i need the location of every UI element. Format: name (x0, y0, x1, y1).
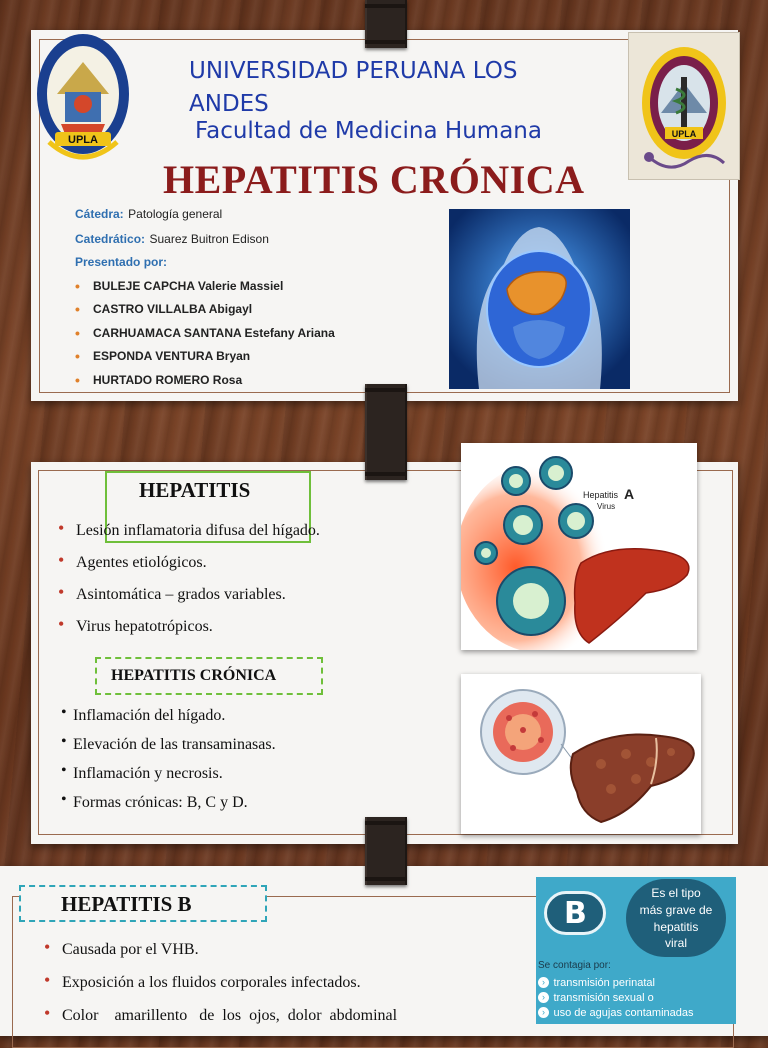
binder-clip-lower (365, 817, 407, 885)
author-item: • ESPONDA VENTURA Bryan (75, 349, 335, 372)
route-row (538, 1004, 694, 1018)
contagia-label: Se contagia por: (538, 960, 611, 971)
university-name-line2: ANDES (189, 91, 269, 117)
cronica-heading: HEPATITIS CRÓNICA (111, 667, 277, 684)
bubble-line4: viral (664, 936, 687, 950)
hepatitis-bullet: • Lesión inflamatoria difusa del hígado. (58, 522, 320, 554)
info-bubble (626, 879, 726, 957)
hepatitis-a-virus-image (461, 443, 697, 650)
binder-clip-middle (365, 384, 407, 480)
arrow-icon: › (538, 992, 549, 1003)
bubble-line3: hepatitis (653, 920, 699, 934)
hepatitis-bullet: • Agentes etiológicos. (58, 554, 320, 586)
catedratico-row (75, 230, 269, 248)
upla-banner: UPLA (68, 134, 98, 146)
page-title: HEPATITIS CRÓNICA (163, 157, 585, 202)
letter-b: B (564, 896, 587, 931)
hepatitis-bullets (58, 522, 320, 650)
upla-logo (35, 32, 131, 172)
hepatitis-bullet: • Virus hepatotrópicos. (58, 618, 320, 650)
title-card (31, 30, 738, 401)
cronica-bullet: • Inflamación del hígado. (61, 707, 276, 736)
bubble-line1: Es el tipo (651, 886, 701, 900)
chronic-liver-image (461, 674, 701, 834)
presentado-label: Presentado por: (75, 255, 168, 269)
route-row (538, 974, 655, 988)
catedra-value: Patología general (128, 207, 223, 221)
arrow-icon: › (538, 977, 549, 988)
hepatitis-b-bullet: • Exposición a los fluidos corporales infectados. (44, 974, 484, 1007)
faculty-name: Facultad de Medicina Humana (195, 118, 542, 144)
route-row (538, 989, 654, 1003)
route-text: transmisión sexual o (553, 991, 654, 1004)
catedra-row (75, 205, 222, 223)
hepatitis-b-heading-box (19, 885, 267, 922)
author-item: • CARHUAMACA SANTANA Estefany Ariana (75, 326, 335, 349)
author-item: • CASTRO VILLALBA Abigayl (75, 302, 335, 325)
faculty-logo (628, 32, 740, 180)
faculty-banner: UPLA (671, 129, 697, 139)
arrow-icon: › (538, 1007, 549, 1018)
authors-list (75, 279, 335, 396)
hepatitis-b-bullets (44, 941, 484, 1040)
hepatitis-b-heading: HEPATITIS B (61, 892, 192, 916)
hepatitis-bullet: • Asintomática – grados variables. (58, 586, 320, 618)
hepatitis-b-bullet: • Color amarillento de los ojos, dolor abdominal (44, 1007, 484, 1040)
author-item: • HURTADO ROMERO Rosa (75, 373, 335, 396)
liver-body-image (449, 209, 630, 389)
cronica-heading-box (95, 657, 323, 695)
cronica-bullets (61, 707, 276, 823)
virus-label-line2: Virus (597, 502, 616, 511)
hepatitis-heading: HEPATITIS (139, 478, 251, 502)
binder-clip-top (365, 0, 407, 48)
catedratico-label: Catedrático: (75, 232, 146, 246)
virus-label-letter: A (624, 486, 635, 502)
university-name-line1: UNIVERSIDAD PERUANA LOS (189, 58, 518, 84)
hepatitis-b-bullet: • Causada por el VHB. (44, 941, 484, 974)
letter-b-badge (544, 891, 606, 935)
cronica-bullet: • Formas crónicas: B, C y D. (61, 794, 276, 823)
route-text: uso de agujas contaminadas (553, 1006, 694, 1019)
route-text: transmisión perinatal (553, 976, 655, 989)
author-item: • BULEJE CAPCHA Valerie Massiel (75, 279, 335, 302)
virus-label-line1: Hepatitis (583, 490, 619, 500)
bubble-line2: más grave de (639, 903, 713, 917)
cronica-bullet: • Inflamación y necrosis. (61, 765, 276, 794)
catedra-label: Cátedra: (75, 207, 124, 221)
hepatitis-b-infographic (536, 877, 736, 1024)
cronica-bullet: • Elevación de las transaminasas. (61, 736, 276, 765)
catedratico-value: Suarez Buitron Edison (149, 232, 269, 246)
